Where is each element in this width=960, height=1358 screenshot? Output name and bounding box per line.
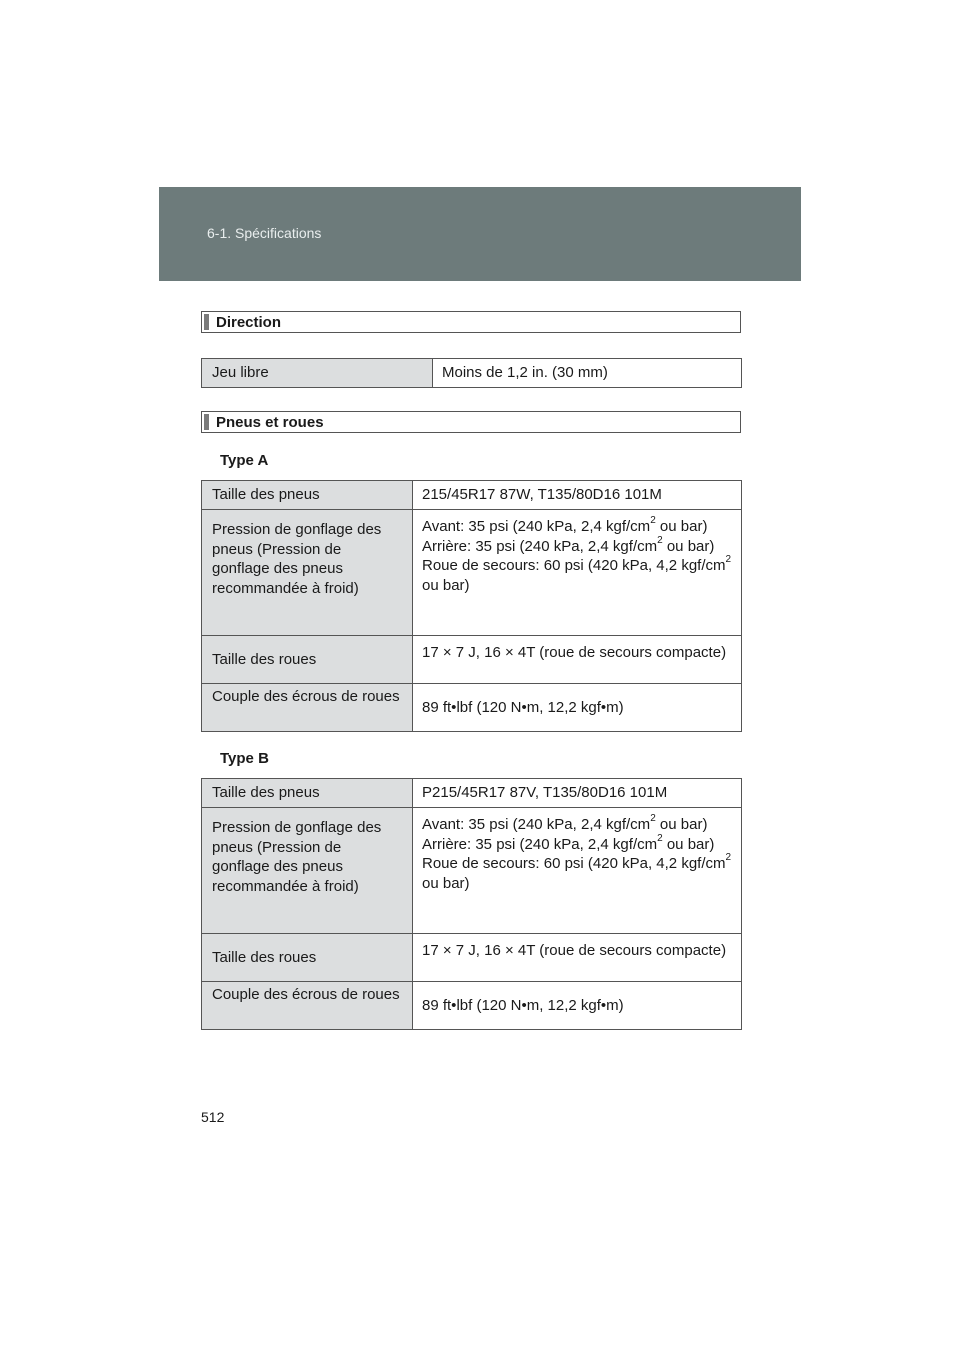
table-row xyxy=(202,808,742,934)
free-play-value: Moins de 1,2 in. (30 mm) xyxy=(433,359,742,388)
pressure-value xyxy=(413,808,742,934)
unit-suffix: ou bar) xyxy=(659,518,708,535)
unit-suffix: ou bar) xyxy=(659,816,708,833)
type-b-table xyxy=(201,778,742,1030)
direction-title: Direction xyxy=(216,314,282,331)
direction-table xyxy=(201,358,742,388)
table-row xyxy=(202,982,742,1030)
table-row xyxy=(202,934,742,982)
tires-title: Pneus et roues xyxy=(216,414,324,431)
section-accent-marker xyxy=(204,414,209,430)
page-number: 512 xyxy=(201,1109,225,1125)
pressure-front: Avant: 35 psi (240 kPa, 2,4 kgf/cm xyxy=(422,518,651,535)
tire-size-label: Taille des pneus xyxy=(202,481,413,510)
superscript: 2 xyxy=(725,852,732,863)
unit-suffix: ou bar) xyxy=(666,537,715,555)
table-row xyxy=(202,636,742,684)
section-title: 6-1. Spécifications xyxy=(207,225,322,241)
unit-suffix: ou bar) xyxy=(666,835,715,853)
pressure-value xyxy=(413,510,742,636)
section-accent-marker xyxy=(204,314,209,330)
direction-section-bar xyxy=(201,311,741,333)
wheel-size-value: 17 × 7 J, 16 × 4T (roue de secours compacte) xyxy=(413,934,742,982)
pressure-rear: Arrière: 35 psi (240 kPa, 2,4 kgf/cm xyxy=(422,835,658,853)
type-b-heading: Type B xyxy=(220,750,269,767)
superscript: 2 xyxy=(650,515,656,526)
pressure-label: Pression de gonflage des pneus (Pression de gonflage des pneus recommandée à froid) xyxy=(202,808,413,934)
wheel-size-label: Taille des roues xyxy=(202,934,413,982)
tire-size-value: P215/45R17 87V, T135/80D16 101M xyxy=(413,779,742,808)
table-row xyxy=(202,481,742,510)
table-row xyxy=(202,359,742,388)
table-row xyxy=(202,510,742,636)
wheel-size-value: 17 × 7 J, 16 × 4T (roue de secours compacte) xyxy=(413,636,742,684)
unit-suffix: ou bar) xyxy=(422,874,470,892)
pressure-rear: Arrière: 35 psi (240 kPa, 2,4 kgf/cm xyxy=(422,537,658,555)
tire-size-label: Taille des pneus xyxy=(202,779,413,808)
type-a-heading: Type A xyxy=(220,452,269,469)
pressure-spare: Roue de secours: 60 psi (420 kPa, 4,2 kgf/cm xyxy=(422,557,726,574)
section-header-band xyxy=(159,187,801,281)
type-a-table xyxy=(201,480,742,732)
pressure-spare: Roue de secours: 60 psi (420 kPa, 4,2 kgf/cm xyxy=(422,855,726,872)
superscript: 2 xyxy=(657,832,663,844)
superscript: 2 xyxy=(657,534,663,546)
torque-label: Couple des écrous de roues xyxy=(202,982,413,1030)
superscript: 2 xyxy=(725,554,732,565)
pressure-label: Pression de gonflage des pneus (Pression de gonflage des pneus recommandée à froid) xyxy=(202,510,413,636)
table-row xyxy=(202,684,742,732)
superscript: 2 xyxy=(650,813,656,824)
tires-section-bar xyxy=(201,411,741,433)
torque-value: 89 ft•lbf (120 N•m, 12,2 kgf•m) xyxy=(413,982,742,1030)
torque-label: Couple des écrous de roues xyxy=(202,684,413,732)
wheel-size-label: Taille des roues xyxy=(202,636,413,684)
free-play-label: Jeu libre xyxy=(202,359,433,388)
table-row xyxy=(202,779,742,808)
pressure-front: Avant: 35 psi (240 kPa, 2,4 kgf/cm xyxy=(422,816,651,833)
unit-suffix: ou bar) xyxy=(422,576,470,594)
torque-value: 89 ft•lbf (120 N•m, 12,2 kgf•m) xyxy=(413,684,742,732)
tire-size-value: 215/45R17 87W, T135/80D16 101M xyxy=(413,481,742,510)
